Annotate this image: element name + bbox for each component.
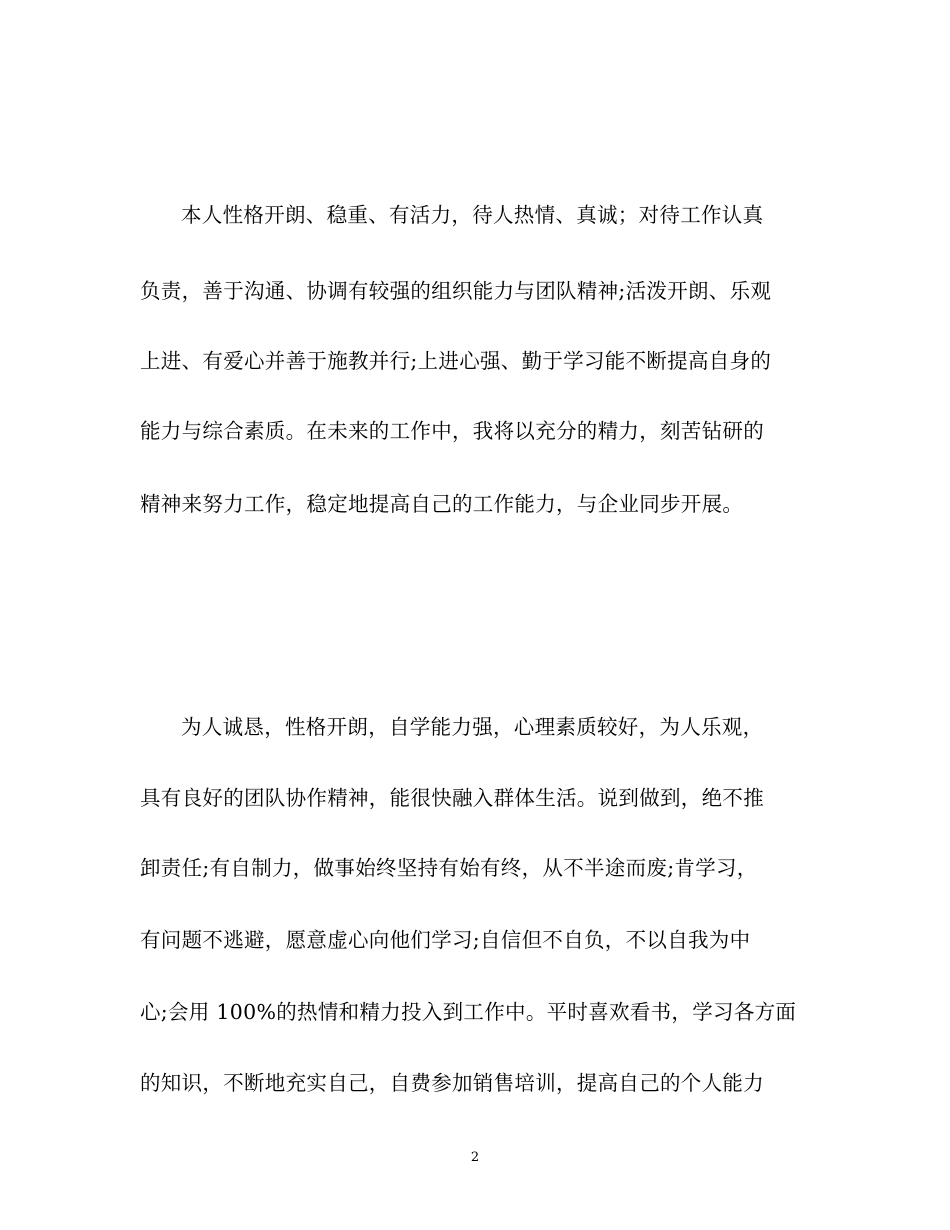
page-number: 2 bbox=[470, 1150, 480, 1165]
paragraph-line: 卸责任;有自制力，做事始终坚持有始有终，从不半途而废;肯学习， bbox=[140, 856, 758, 880]
paragraph-line: 负责，善于沟通、协调有较强的组织能力与团队精神;活泼开朗、乐观 bbox=[140, 279, 772, 303]
paragraph-line: 的知识，不断地充实自己，自费参加销售培训，提高自己的个人能力 bbox=[140, 1071, 764, 1095]
paragraph-line: 精神来努力工作，稳定地提高自己的工作能力，与企业同步开展。 bbox=[140, 492, 744, 516]
paragraph-line: 为人诚恳，性格开朗，自学能力强，心理素质较好，为人乐观， bbox=[181, 715, 764, 739]
paragraph-line: 上进、有爱心并善于施教并行;上进心强、勤于学习能不断提高自身的 bbox=[140, 349, 772, 373]
paragraph-line: 有问题不逃避，愿意虚心向他们学习;自信但不自负，不以自我为中 bbox=[140, 928, 751, 952]
paragraph-line: 心;会用 100%的热情和精力投入到工作中。平时喜欢看书，学习各方面 bbox=[140, 1000, 797, 1024]
paragraph-line: 能力与综合素质。在未来的工作中，我将以充分的精力，刻苦钻研的 bbox=[140, 419, 764, 443]
paragraph-line: 具有良好的团队协作精神，能很快融入群体生活。说到做到，绝不推 bbox=[140, 786, 764, 810]
paragraph-line: 本人性格开朗、稳重、有活力，待人热情、真诚；对待工作认真 bbox=[181, 203, 764, 227]
